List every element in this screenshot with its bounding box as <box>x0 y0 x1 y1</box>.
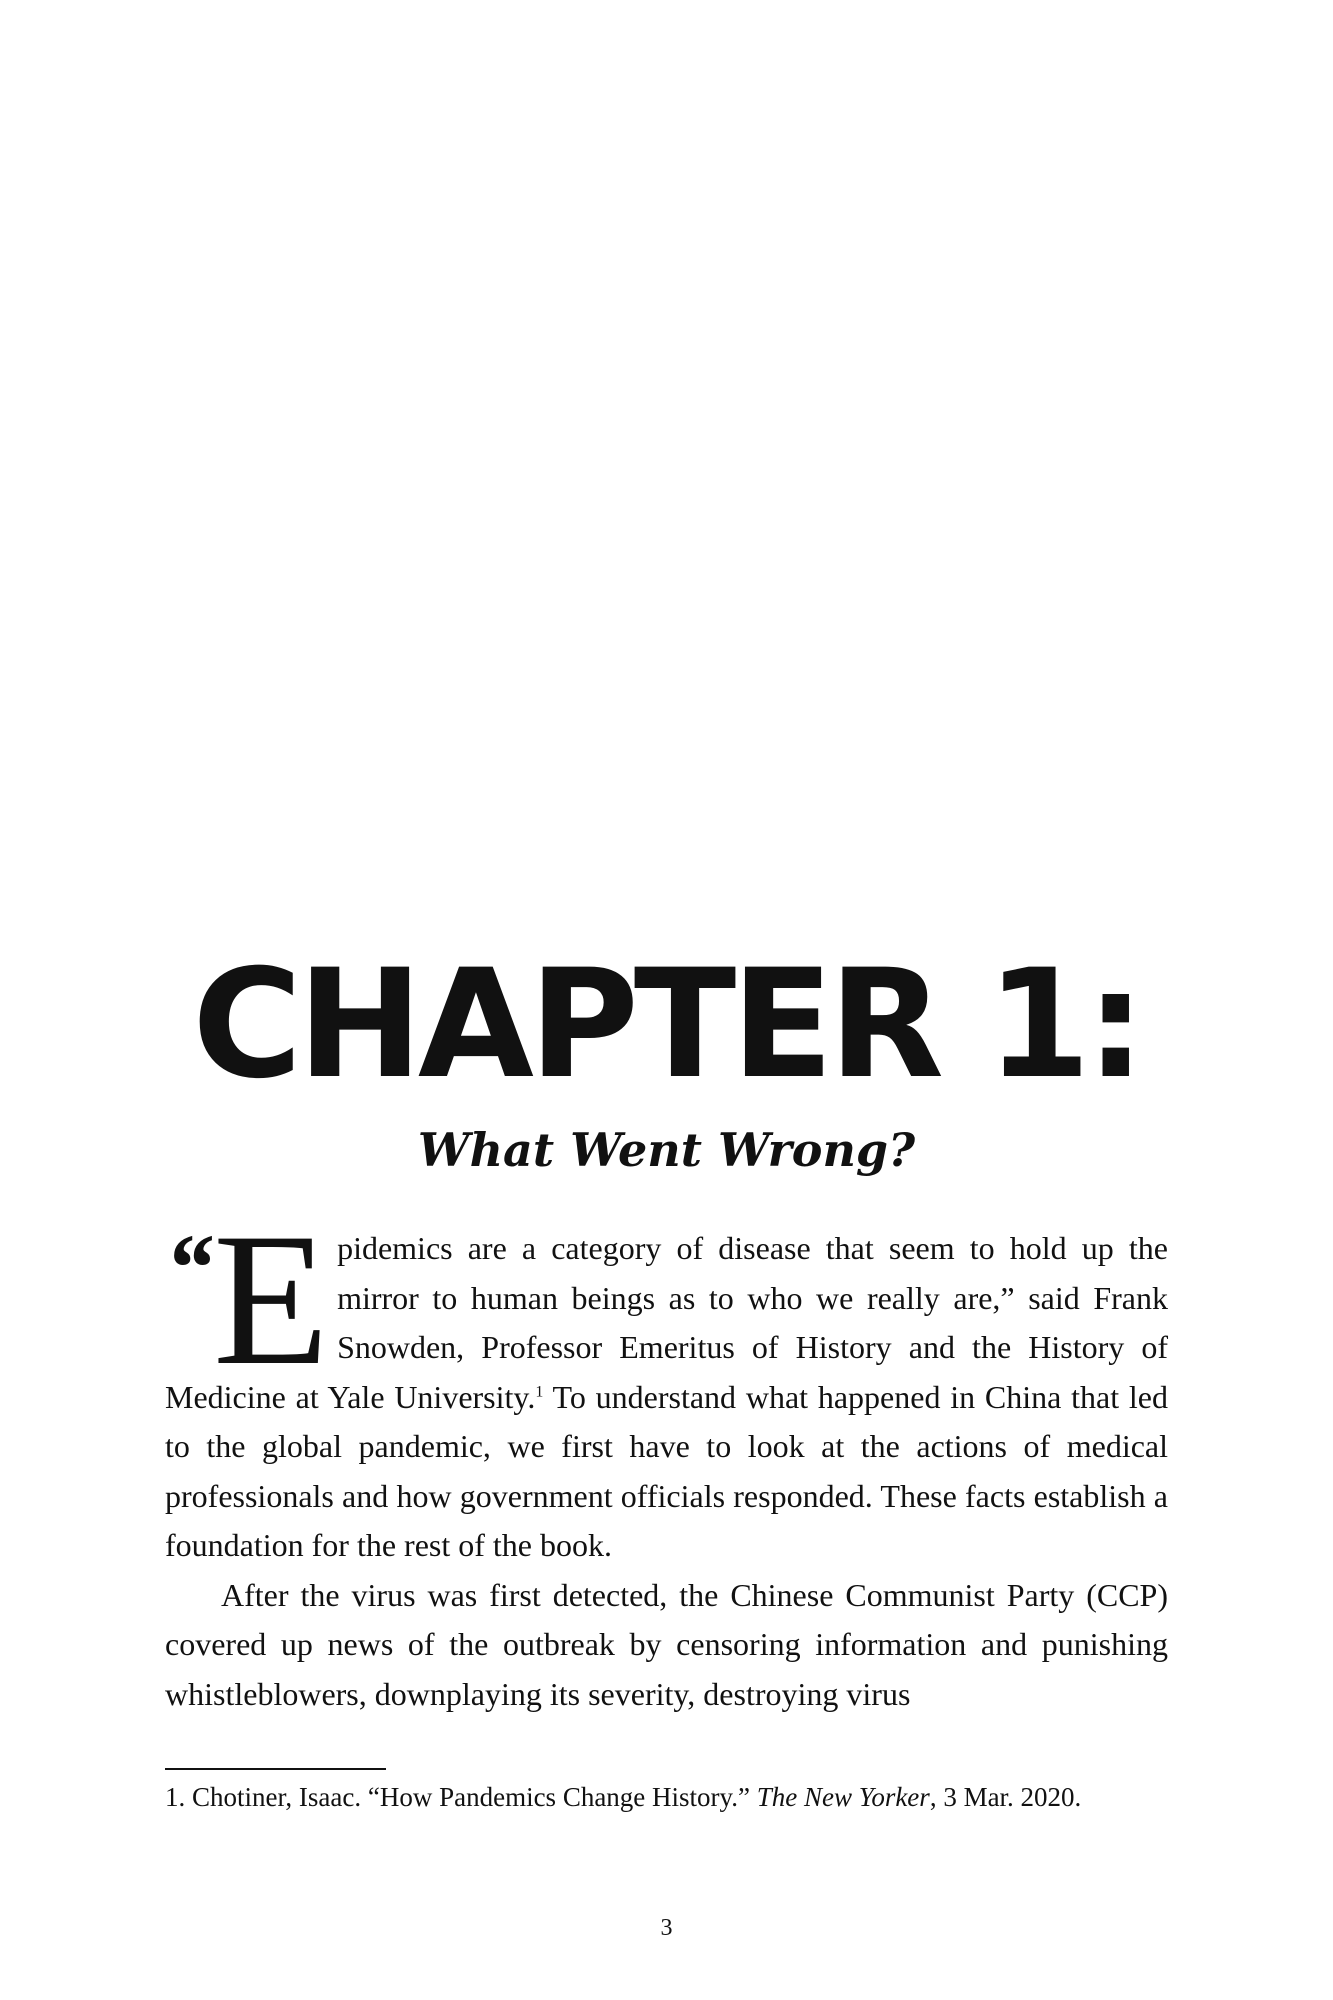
drop-cap-letter: E <box>213 1195 330 1405</box>
paragraph-2: After the virus was first detected, the Chinese Communist Party (CCP) covered up news of the outbreak by censoring information and punishing whistleblowers, downplaying its severity, destroying virus <box>165 1576 1168 1712</box>
drop-cap-quote: “ <box>165 1214 213 1321</box>
footnote <box>165 1779 1168 1815</box>
chapter-title: CHAPTER 1: <box>192 938 1141 1112</box>
footnote-reference: 1 <box>535 1382 544 1400</box>
body-text <box>165 1195 1169 1719</box>
paragraph-1 <box>165 1195 1169 1571</box>
footnote-divider <box>165 1768 386 1770</box>
paragraph-1-text: pidemics are a category of disease that seem to hold up the mirror to human beings as to who we really are,” said Frank Snowden, Professor Emeritus of History and the History of Medicine at Yale University. <box>165 1230 1168 1415</box>
drop-cap-group <box>165 1195 330 1405</box>
footnote-date: , 3 Mar. 2020. <box>929 1782 1082 1812</box>
chapter-subtitle: What Went Wrong? <box>417 1123 916 1177</box>
footnote-citation: 1. Chotiner, Isaac. “How Pandemics Change History.” <box>165 1782 757 1812</box>
footnote-publication: The New Yorker <box>756 1782 930 1812</box>
paragraph-1-continuation: To understand what happened in China that led to the global pandemic, we first have to look at the actions of medical professionals and how government officials responded. These facts establish a foundation for the rest of the book. <box>165 1378 1169 1563</box>
page-number: 3 <box>660 1915 673 1941</box>
